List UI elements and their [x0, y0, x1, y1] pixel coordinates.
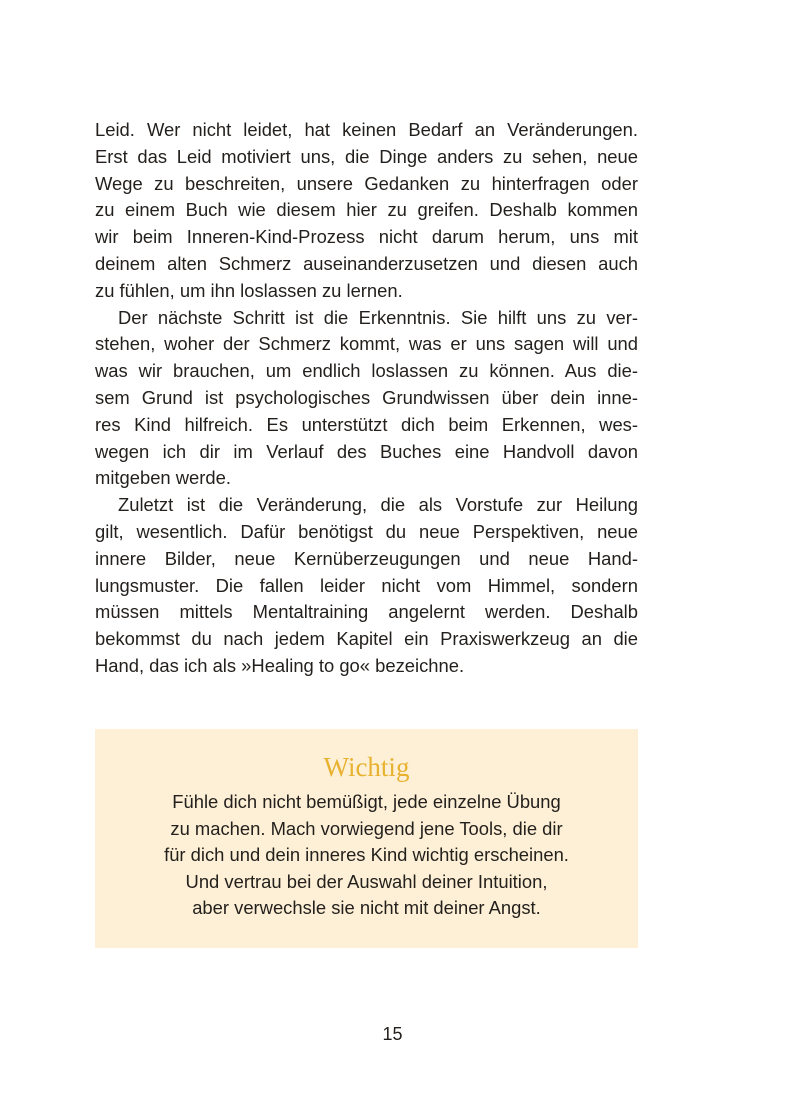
text-line: wir beim Inneren-Kind-Prozess nicht darum herum, uns mit: [95, 226, 638, 248]
text-line: mitgeben werde.: [95, 467, 231, 489]
text-line: müssen mittels Mentaltraining angelernt werden. Deshalb: [95, 601, 638, 623]
callout-line: zu machen. Mach vorwiegend jene Tools, die dir: [170, 817, 563, 839]
text-line: bekommst du nach jedem Kapitel ein Praxiswerkzeug an die: [95, 628, 638, 650]
callout-line: aber verwechsle sie nicht mit deiner Angst.: [192, 897, 541, 918]
text-line: zu einem Buch wie diesem hier zu greifen. Deshalb kommen: [95, 199, 638, 221]
text-line: zu fühlen, um ihn loslassen zu lernen.: [95, 279, 403, 301]
text-line: Der nächste Schritt ist die Erkenntnis. Sie hilft uns zu ver-: [118, 306, 638, 328]
text-line: stehen, woher der Schmerz kommt, was er uns sagen will und: [95, 333, 638, 355]
text-line: Erst das Leid motiviert uns, die Dinge anders zu sehen, neue: [95, 145, 638, 167]
text-line: res Kind hilfreich. Es unterstützt dich beim Erkennen, wes-: [95, 413, 638, 435]
callout-line: Fühle dich nicht bemüßigt, jede einzelne Übung: [172, 791, 561, 812]
text-line: was wir brauchen, um endlich loslassen zu können. Aus die-: [95, 360, 638, 382]
page-number: 15: [382, 1024, 403, 1044]
text-line: wegen ich dir im Verlauf des Buches eine Handvoll davon: [95, 440, 638, 462]
text-line: Zuletzt ist die Veränderung, die als Vorstufe zur Heilung: [118, 494, 638, 516]
callout-line: Und vertrau bei der Auswahl deiner Intuition,: [185, 870, 548, 892]
callout-line: für dich und dein inneres Kind wichtig erscheinen.: [164, 844, 569, 865]
paragraph: [95, 492, 638, 680]
text-line: gilt, wesentlich. Dafür benötigst du neue Perspektiven, neue: [95, 520, 638, 542]
callout-box: [95, 729, 638, 948]
text-line: deinem alten Schmerz auseinanderzusetzen und diesen auch: [95, 252, 638, 274]
callout-text: [95, 789, 638, 922]
paragraph: [95, 305, 638, 493]
text-line: sem Grund ist psychologisches Grundwissen über dein inne-: [95, 386, 638, 408]
callout-title: Wichtig: [323, 752, 410, 782]
text-line: lungsmuster. Die fallen leider nicht vom Himmel, sondern: [95, 574, 638, 596]
body-text: [95, 117, 638, 680]
text-line: innere Bilder, neue Kernüberzeugungen und neue Hand-: [95, 547, 638, 569]
text-line: Wege zu beschreiten, unsere Gedanken zu hinterfragen oder: [95, 172, 638, 194]
text-line: Leid. Wer nicht leidet, hat keinen Bedarf an Veränderungen.: [95, 119, 638, 140]
text-line: Hand, das ich als »Healing to go« bezeichne.: [95, 654, 465, 676]
paragraph: [95, 117, 638, 305]
